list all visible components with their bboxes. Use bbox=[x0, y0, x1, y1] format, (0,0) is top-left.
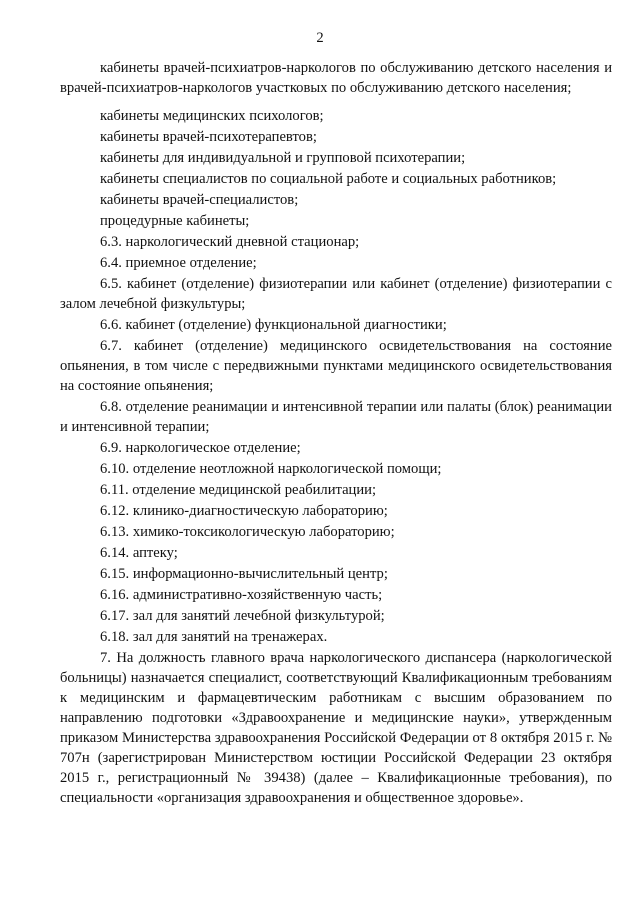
item-6-16: 6.16. административно-хозяйственную часть; bbox=[100, 587, 383, 603]
document-body bbox=[60, 58, 612, 808]
item-6-10: 6.10. отделение неотложной наркологической помощи; bbox=[100, 461, 442, 477]
item-6-3: 6.3. наркологический дневной стационар; bbox=[100, 234, 360, 250]
item-6-12: 6.12. клинико-диагностическую лабораторию; bbox=[100, 503, 388, 519]
item-6-7: 6.7. кабинет (отделение) медицинского освидетельствования на состояние опьянения, в том числе с передвижными пунктами медицинского освидетельствования на состояние опьянения; bbox=[60, 338, 612, 394]
paragraph-procedure-rooms: процедурные кабинеты; bbox=[100, 213, 250, 229]
item-6-8: 6.8. отделение реанимации и интенсивной терапии или палаты (блок) реанимации и интенсивной терапии; bbox=[60, 399, 612, 435]
item-6-13: 6.13. химико-токсикологическую лабораторию; bbox=[100, 524, 395, 540]
item-6-5: 6.5. кабинет (отделение) физиотерапии или кабинет (отделение) физиотерапии с залом лечебной физкультуры; bbox=[60, 276, 612, 312]
item-7-chief-physician: 7. На должность главного врача наркологического диспансера (наркологической больницы) назначается специалист, соответствующий Квалификационным требованиям к медицинским и фармацевтическим работникам с высшим образованием по направлению подготовки «Здравоохранение и медицинские науки», утвержденным приказом Министерства здравоохранения Российской Федерации от 8 октября 2015 г. № 707н (зарегистрирован Министерством юстиции Российской Федерации 23 октября 2015 г., регистрационный № 39438) (далее – Квалификационные требования), по специальности «организация здравоохранения и общественное здоровье». bbox=[60, 650, 612, 806]
paragraph-social-workers: кабинеты специалистов по социальной работе и социальных работников; bbox=[100, 171, 557, 187]
item-6-4: 6.4. приемное отделение; bbox=[100, 255, 257, 271]
page-number: 2 bbox=[316, 30, 324, 46]
item-6-11: 6.11. отделение медицинской реабилитации; bbox=[100, 482, 377, 498]
paragraph-specialists: кабинеты врачей-специалистов; bbox=[100, 192, 299, 208]
item-6-6: 6.6. кабинет (отделение) функциональной диагностики; bbox=[100, 317, 447, 333]
item-6-17: 6.17. зал для занятий лечебной физкультурой; bbox=[100, 608, 385, 624]
item-6-15: 6.15. информационно-вычислительный центр; bbox=[100, 566, 388, 582]
paragraph-psychotherapists: кабинеты врачей-психотерапевтов; bbox=[100, 129, 317, 145]
item-6-18: 6.18. зал для занятий на тренажерах. bbox=[100, 629, 328, 645]
paragraph-psychotherapy-rooms: кабинеты для индивидуальной и групповой психотерапии; bbox=[100, 150, 466, 166]
item-6-9: 6.9. наркологическое отделение; bbox=[100, 440, 301, 456]
item-6-14: 6.14. аптеку; bbox=[100, 545, 178, 561]
paragraph-pediatric-cabinets: кабинеты врачей-психиатров-наркологов по обслуживанию детского населения и врачей-психиатров-наркологов участковых по обслуживанию детского населения; bbox=[60, 60, 612, 96]
paragraph-psychologists: кабинеты медицинских психологов; bbox=[100, 108, 324, 124]
